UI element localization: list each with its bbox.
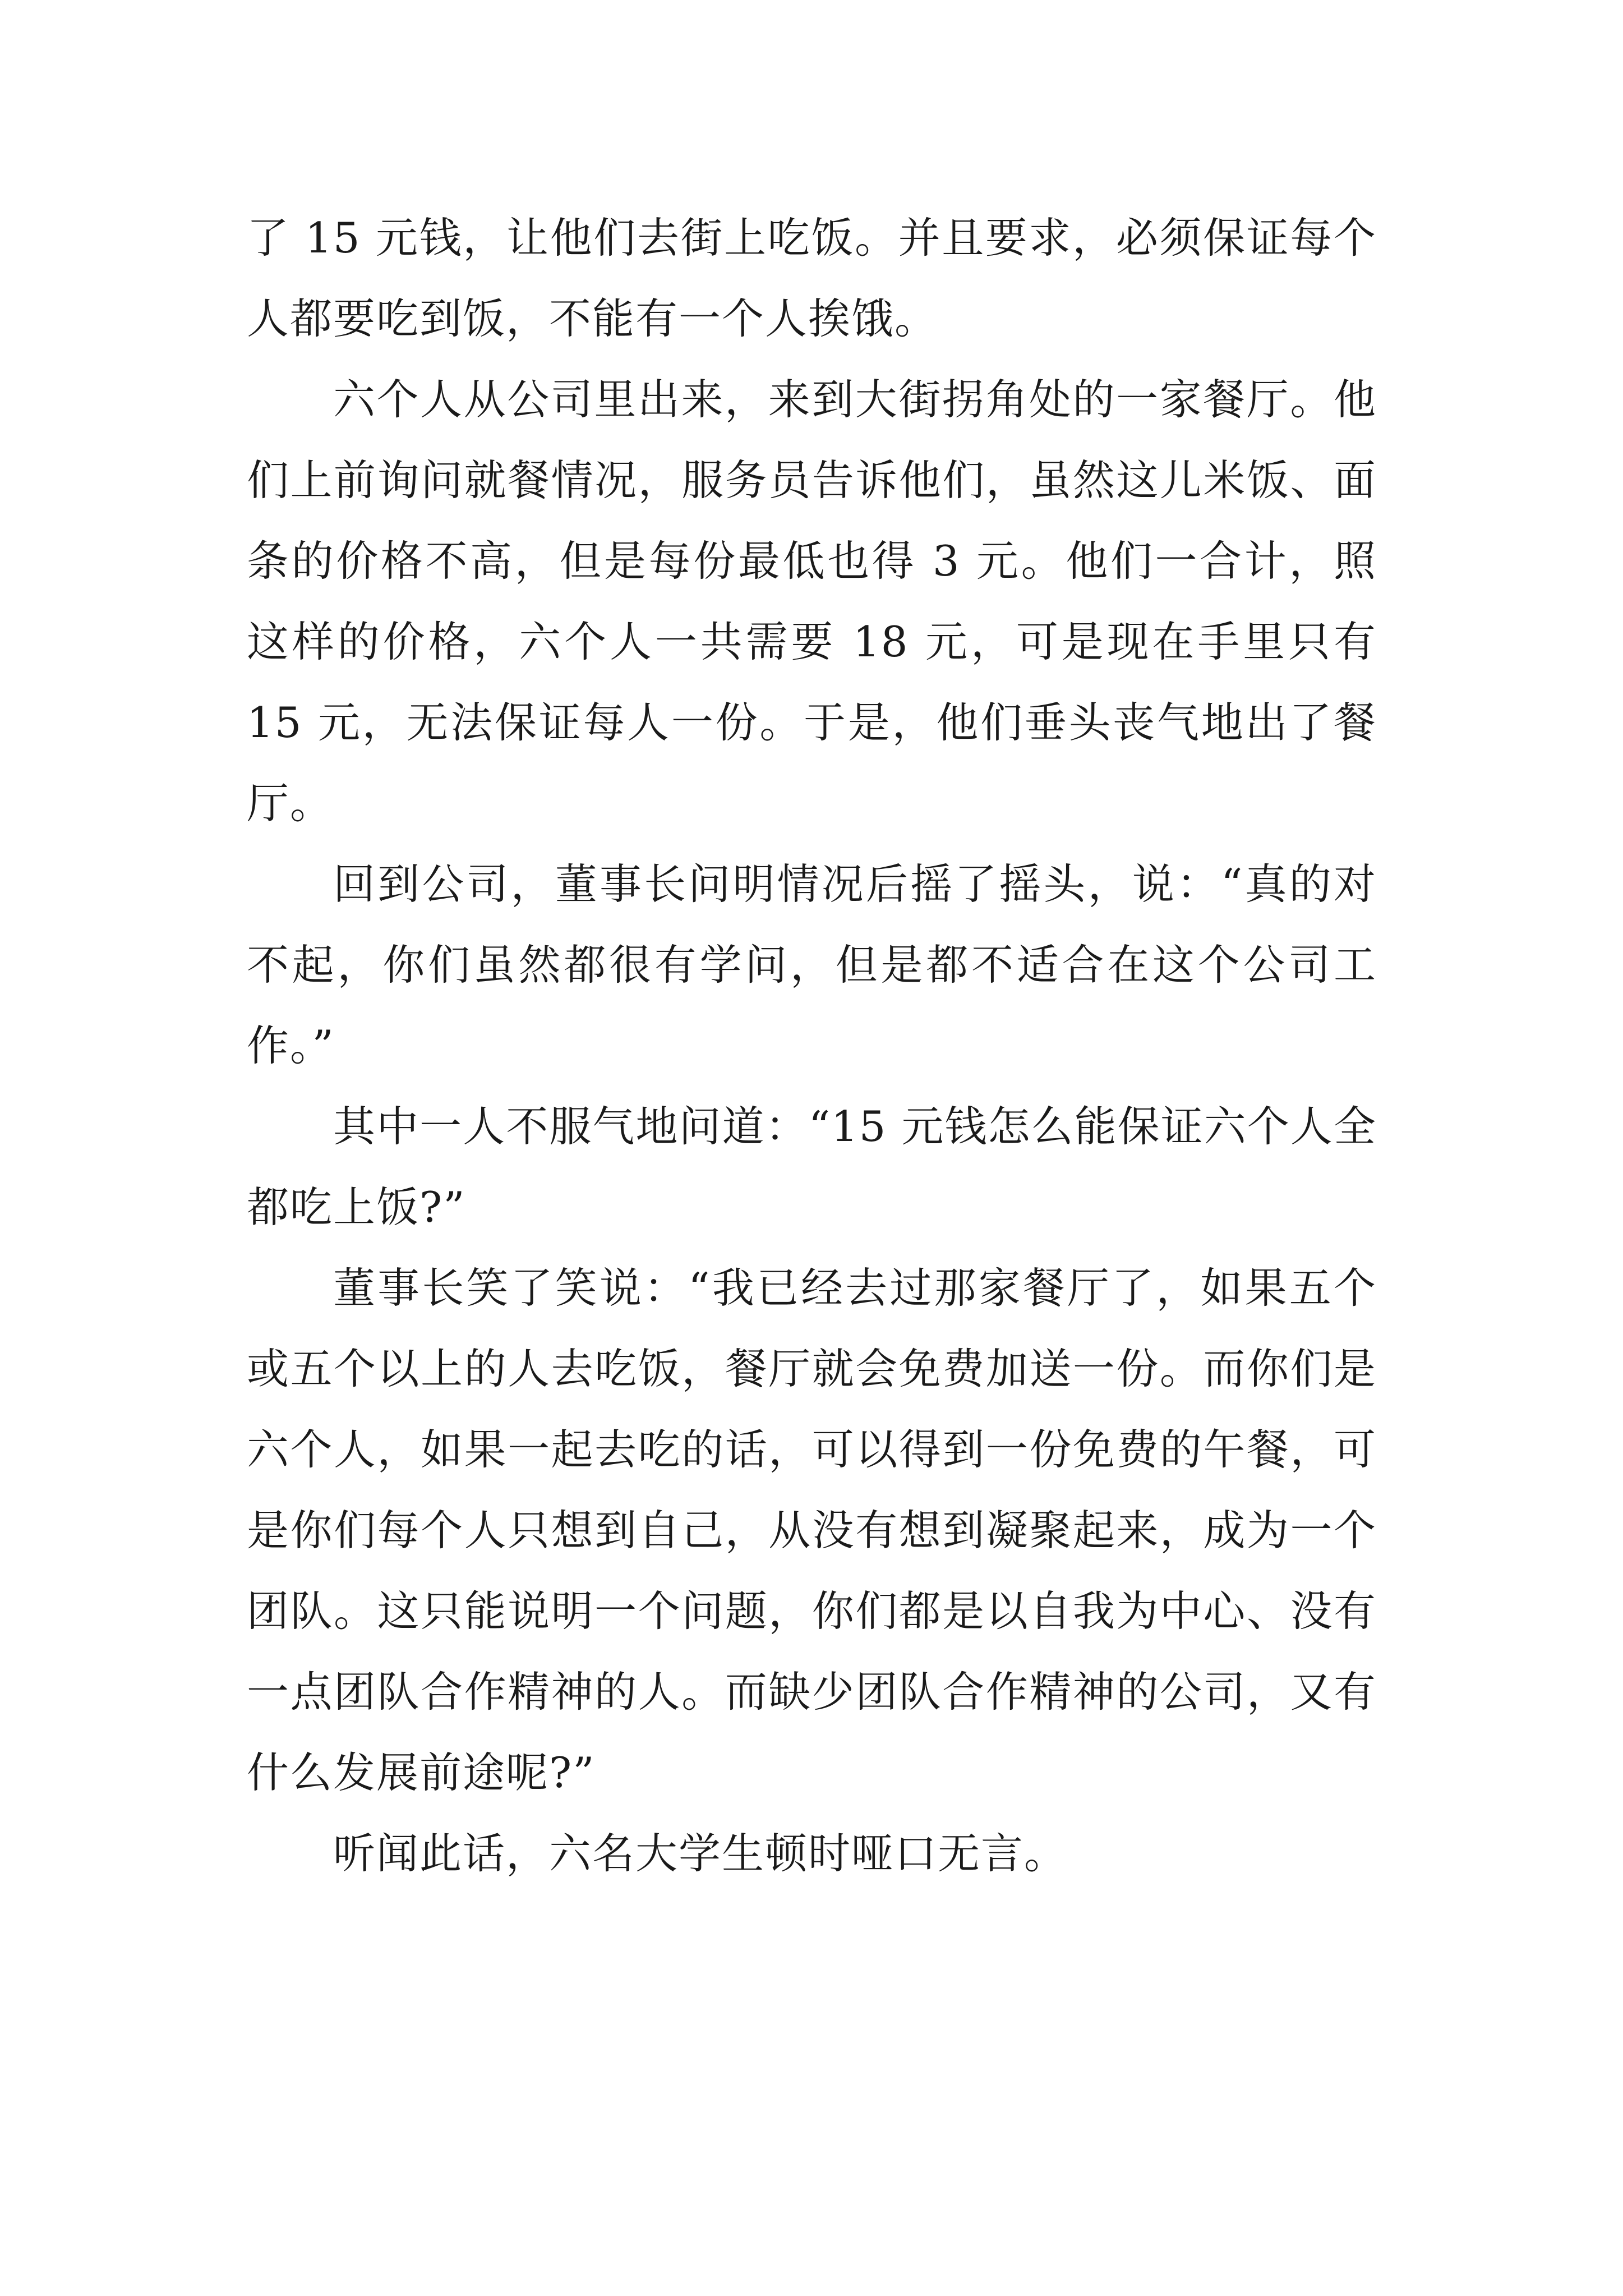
paragraph: 董事长笑了笑说：“我已经去过那家餐厅了，如果五个或五个以上的人去吃饭，餐厅就会免费加送一份。而你们是六个人，如果一起去吃的话，可以得到一份免费的午餐，可是你们每个人只想到自己，从没有想到凝聚起来，成为一个团队。这只能说明一个问题，你们都是以自我为中心、没有一点团队合作精神的人。而缺少团队合作精神的公司，又有什么发展前途呢?”	[247, 1263, 1377, 1797]
body-text	[247, 197, 1377, 1894]
paragraph: 听闻此话，六名大学生顿时哑口无言。	[333, 1829, 1068, 1878]
paragraph: 六个人从公司里出来，来到大街拐角处的一家餐厅。他们上前询问就餐情况，服务员告诉他们，虽然这儿米饭、面条的价格不高，但是每份最低也得 3 元。他们一合计，照这样的价格，六个人一共需要 18 元，可是现在手里只有 15 元，无法保证每人一份。于是，他们垂头丧气地出了餐厅。	[247, 375, 1377, 828]
paragraph-continued: 了 15 元钱，让他们去街上吃饭。并且要求，必须保证每个人都要吃到饭，不能有一个人挨饿。	[247, 213, 1377, 343]
paragraph: 回到公司，董事长问明情况后摇了摇头，说：“真的对不起，你们虽然都很有学问，但是都不适合在这个公司工作。”	[247, 859, 1377, 1070]
paragraph: 其中一人不服气地问道：“15 元钱怎么能保证六个人全都吃上饭?”	[247, 1102, 1377, 1232]
